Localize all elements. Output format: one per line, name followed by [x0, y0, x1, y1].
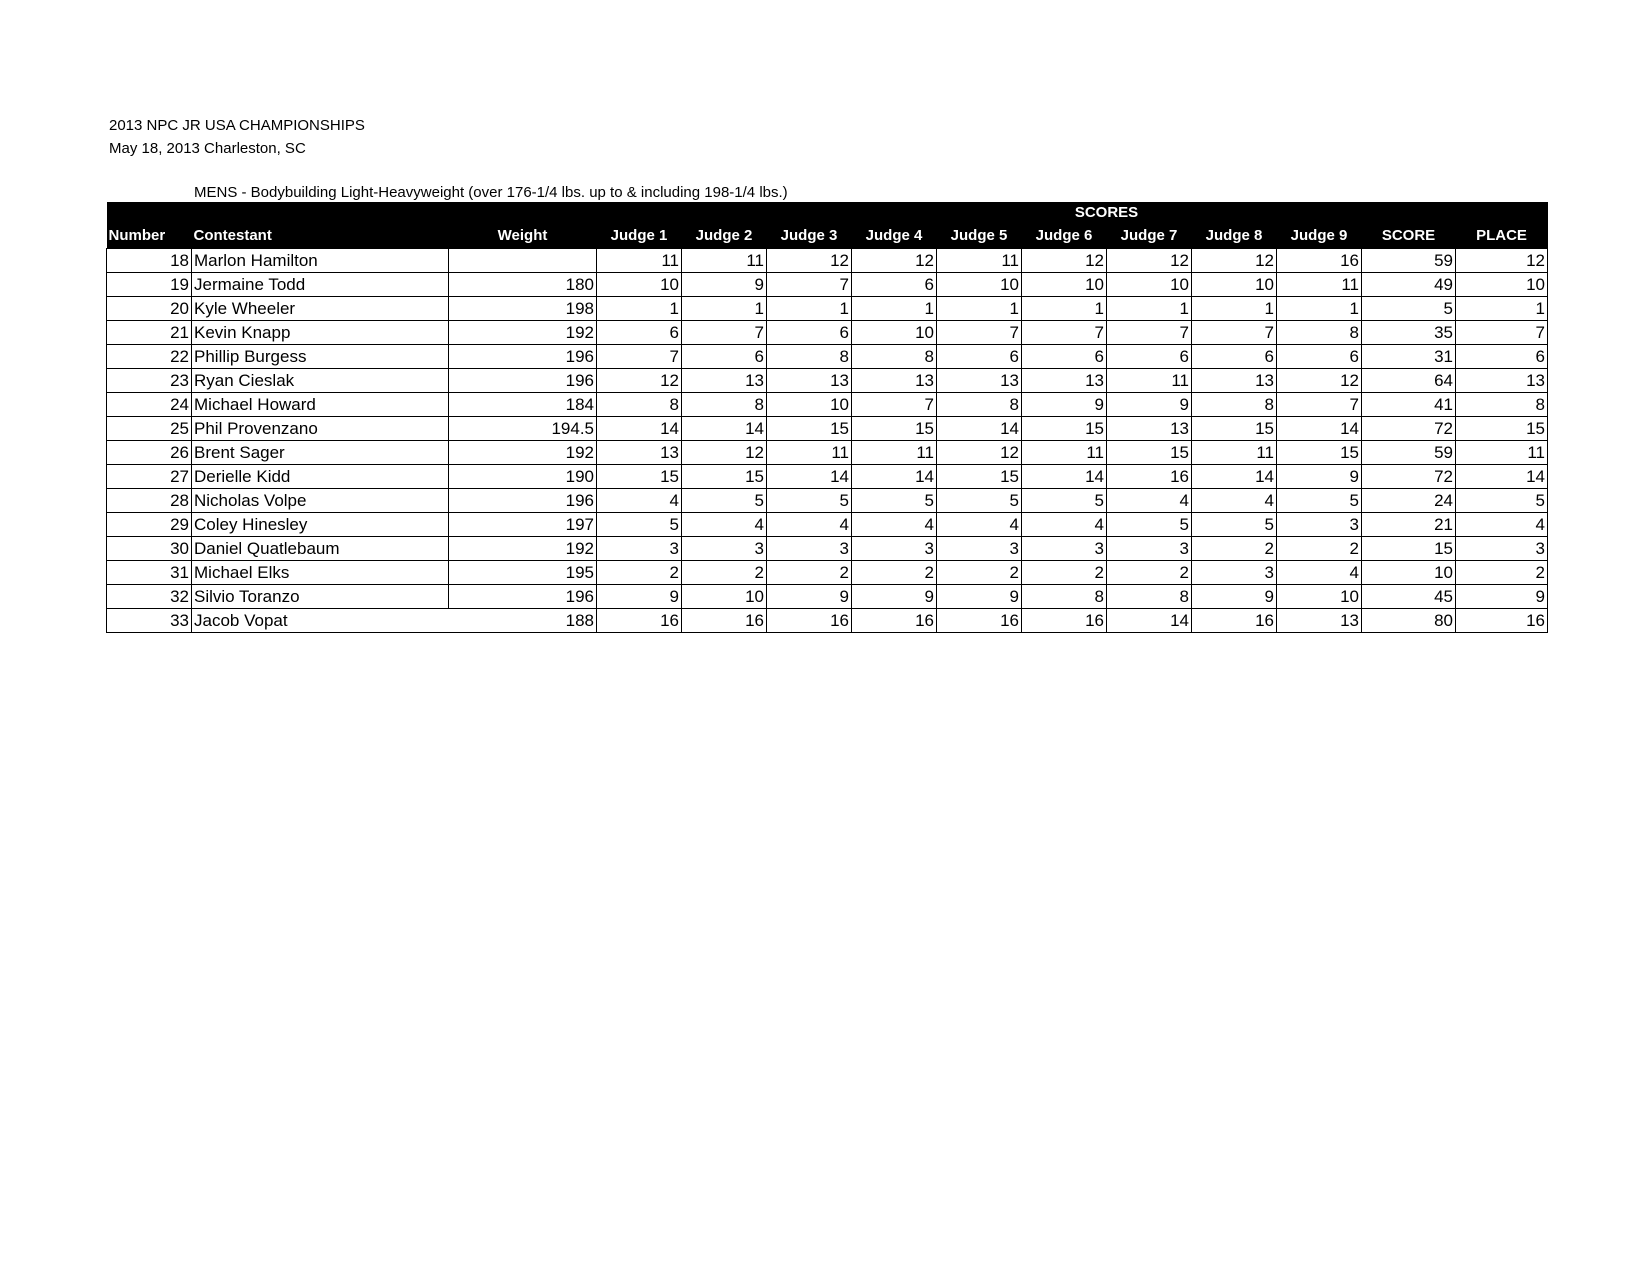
cell-score: 72 — [1362, 465, 1456, 489]
cell-judge-8: 9 — [1192, 585, 1277, 609]
cell-number: 19 — [107, 273, 192, 297]
cell-judge-6: 4 — [1022, 513, 1107, 537]
cell-judge-2: 8 — [682, 393, 767, 417]
column-header-row — [107, 224, 1548, 249]
cell-judge-4: 6 — [852, 273, 937, 297]
cell-score: 21 — [1362, 513, 1456, 537]
cell-contestant: Daniel Quatlebaum — [192, 537, 449, 561]
cell-judge-2: 2 — [682, 561, 767, 585]
header-spacer — [1192, 202, 1548, 224]
cell-judge-2: 10 — [682, 585, 767, 609]
cell-number: 27 — [107, 465, 192, 489]
cell-place: 5 — [1456, 489, 1548, 513]
cell-judge-1: 4 — [597, 489, 682, 513]
cell-judge-6: 16 — [1022, 609, 1107, 633]
cell-weight: 196 — [449, 369, 597, 393]
cell-judge-8: 5 — [1192, 513, 1277, 537]
cell-judge-9: 5 — [1277, 489, 1362, 513]
table-row — [107, 417, 1548, 441]
cell-judge-4: 14 — [852, 465, 937, 489]
cell-judge-5: 9 — [937, 585, 1022, 609]
cell-judge-6: 9 — [1022, 393, 1107, 417]
cell-weight: 196 — [449, 489, 597, 513]
cell-judge-6: 8 — [1022, 585, 1107, 609]
cell-contestant: Kyle Wheeler — [192, 297, 449, 321]
cell-number: 32 — [107, 585, 192, 609]
cell-judge-9: 12 — [1277, 369, 1362, 393]
column-header-judge-6: Judge 6 — [1022, 224, 1107, 249]
cell-judge-1: 3 — [597, 537, 682, 561]
cell-judge-7: 13 — [1107, 417, 1192, 441]
cell-judge-5: 3 — [937, 537, 1022, 561]
cell-score: 10 — [1362, 561, 1456, 585]
column-header-place: PLACE — [1456, 224, 1548, 249]
cell-judge-7: 1 — [1107, 297, 1192, 321]
cell-judge-2: 15 — [682, 465, 767, 489]
table-row — [107, 513, 1548, 537]
cell-judge-4: 8 — [852, 345, 937, 369]
cell-score: 24 — [1362, 489, 1456, 513]
cell-judge-1: 7 — [597, 345, 682, 369]
cell-judge-6: 3 — [1022, 537, 1107, 561]
cell-judge-8: 2 — [1192, 537, 1277, 561]
cell-judge-7: 6 — [1107, 345, 1192, 369]
cell-judge-6: 12 — [1022, 249, 1107, 273]
table-row — [107, 369, 1548, 393]
cell-weight: 184 — [449, 393, 597, 417]
cell-judge-9: 7 — [1277, 393, 1362, 417]
column-header-number: Number — [107, 224, 192, 249]
column-header-judge-1: Judge 1 — [597, 224, 682, 249]
cell-score: 45 — [1362, 585, 1456, 609]
results-body — [107, 249, 1548, 633]
cell-contestant: Nicholas Volpe — [192, 489, 449, 513]
cell-judge-3: 4 — [767, 513, 852, 537]
cell-weight: 197 — [449, 513, 597, 537]
cell-score: 59 — [1362, 249, 1456, 273]
table-row — [107, 489, 1548, 513]
cell-judge-9: 6 — [1277, 345, 1362, 369]
cell-judge-8: 11 — [1192, 441, 1277, 465]
cell-judge-5: 10 — [937, 273, 1022, 297]
cell-contestant: Jermaine Todd — [192, 273, 449, 297]
cell-score: 49 — [1362, 273, 1456, 297]
cell-place: 13 — [1456, 369, 1548, 393]
cell-judge-6: 13 — [1022, 369, 1107, 393]
cell-judge-5: 13 — [937, 369, 1022, 393]
cell-judge-3: 7 — [767, 273, 852, 297]
cell-score: 41 — [1362, 393, 1456, 417]
cell-contestant: Marlon Hamilton — [192, 249, 449, 273]
cell-contestant: Brent Sager — [192, 441, 449, 465]
cell-judge-7: 9 — [1107, 393, 1192, 417]
cell-judge-9: 9 — [1277, 465, 1362, 489]
cell-judge-5: 8 — [937, 393, 1022, 417]
cell-judge-2: 13 — [682, 369, 767, 393]
table-row — [107, 537, 1548, 561]
cell-judge-6: 5 — [1022, 489, 1107, 513]
cell-judge-4: 2 — [852, 561, 937, 585]
cell-judge-6: 14 — [1022, 465, 1107, 489]
cell-judge-9: 14 — [1277, 417, 1362, 441]
cell-judge-9: 10 — [1277, 585, 1362, 609]
cell-judge-4: 15 — [852, 417, 937, 441]
cell-judge-5: 5 — [937, 489, 1022, 513]
cell-weight: 198 — [449, 297, 597, 321]
cell-judge-3: 14 — [767, 465, 852, 489]
cell-judge-3: 5 — [767, 489, 852, 513]
cell-judge-8: 7 — [1192, 321, 1277, 345]
column-header-judge-2: Judge 2 — [682, 224, 767, 249]
cell-number: 28 — [107, 489, 192, 513]
cell-judge-3: 10 — [767, 393, 852, 417]
cell-place: 11 — [1456, 441, 1548, 465]
cell-judge-2: 14 — [682, 417, 767, 441]
cell-judge-1: 15 — [597, 465, 682, 489]
table-row — [107, 345, 1548, 369]
cell-judge-2: 3 — [682, 537, 767, 561]
cell-judge-1: 5 — [597, 513, 682, 537]
cell-judge-3: 1 — [767, 297, 852, 321]
cell-judge-9: 2 — [1277, 537, 1362, 561]
cell-judge-8: 14 — [1192, 465, 1277, 489]
cell-judge-2: 5 — [682, 489, 767, 513]
header-spacer — [107, 202, 1022, 224]
cell-contestant: Coley Hinesley — [192, 513, 449, 537]
cell-place: 16 — [1456, 609, 1548, 633]
cell-number: 23 — [107, 369, 192, 393]
cell-judge-3: 8 — [767, 345, 852, 369]
cell-weight: 192 — [449, 321, 597, 345]
column-header-contestant: Contestant — [192, 224, 449, 249]
cell-judge-8: 12 — [1192, 249, 1277, 273]
cell-weight: 192 — [449, 537, 597, 561]
cell-weight — [449, 249, 597, 273]
cell-judge-2: 1 — [682, 297, 767, 321]
cell-judge-5: 14 — [937, 417, 1022, 441]
cell-weight: 195 — [449, 561, 597, 585]
cell-contestant: Michael Elks — [192, 561, 449, 585]
cell-judge-4: 3 — [852, 537, 937, 561]
table-row — [107, 585, 1548, 609]
cell-score: 64 — [1362, 369, 1456, 393]
cell-contestant: Phillip Burgess — [192, 345, 449, 369]
cell-judge-8: 10 — [1192, 273, 1277, 297]
cell-judge-9: 16 — [1277, 249, 1362, 273]
cell-judge-1: 10 — [597, 273, 682, 297]
table-row — [107, 561, 1548, 585]
cell-judge-8: 6 — [1192, 345, 1277, 369]
cell-judge-5: 2 — [937, 561, 1022, 585]
cell-judge-1: 2 — [597, 561, 682, 585]
cell-judge-1: 6 — [597, 321, 682, 345]
cell-number: 20 — [107, 297, 192, 321]
column-header-judge-3: Judge 3 — [767, 224, 852, 249]
cell-contestant: Phil Provenzano — [192, 417, 449, 441]
cell-judge-7: 12 — [1107, 249, 1192, 273]
cell-judge-5: 11 — [937, 249, 1022, 273]
cell-judge-8: 15 — [1192, 417, 1277, 441]
cell-judge-3: 11 — [767, 441, 852, 465]
scores-group-header: SCORES — [1022, 202, 1192, 224]
cell-judge-6: 7 — [1022, 321, 1107, 345]
cell-number: 22 — [107, 345, 192, 369]
cell-judge-2: 6 — [682, 345, 767, 369]
cell-judge-1: 9 — [597, 585, 682, 609]
table-row — [107, 273, 1548, 297]
cell-judge-3: 13 — [767, 369, 852, 393]
cell-place: 6 — [1456, 345, 1548, 369]
cell-judge-1: 16 — [597, 609, 682, 633]
cell-judge-3: 3 — [767, 537, 852, 561]
cell-weight: 180 — [449, 273, 597, 297]
cell-judge-7: 2 — [1107, 561, 1192, 585]
cell-judge-1: 11 — [597, 249, 682, 273]
cell-judge-7: 4 — [1107, 489, 1192, 513]
cell-judge-3: 15 — [767, 417, 852, 441]
cell-judge-7: 10 — [1107, 273, 1192, 297]
cell-judge-4: 4 — [852, 513, 937, 537]
cell-judge-7: 3 — [1107, 537, 1192, 561]
cell-judge-6: 1 — [1022, 297, 1107, 321]
cell-judge-9: 3 — [1277, 513, 1362, 537]
cell-judge-5: 6 — [937, 345, 1022, 369]
cell-score: 31 — [1362, 345, 1456, 369]
cell-judge-3: 9 — [767, 585, 852, 609]
cell-judge-2: 9 — [682, 273, 767, 297]
cell-judge-8: 13 — [1192, 369, 1277, 393]
cell-number: 31 — [107, 561, 192, 585]
cell-place: 14 — [1456, 465, 1548, 489]
event-title: 2013 NPC JR USA CHAMPIONSHIPS — [109, 117, 365, 134]
cell-judge-4: 7 — [852, 393, 937, 417]
table-row — [107, 609, 1548, 633]
table-row — [107, 441, 1548, 465]
cell-place: 12 — [1456, 249, 1548, 273]
cell-place: 1 — [1456, 297, 1548, 321]
cell-judge-8: 3 — [1192, 561, 1277, 585]
cell-number: 33 — [107, 609, 192, 633]
cell-place: 4 — [1456, 513, 1548, 537]
cell-place: 10 — [1456, 273, 1548, 297]
cell-judge-7: 16 — [1107, 465, 1192, 489]
cell-judge-1: 13 — [597, 441, 682, 465]
cell-judge-8: 4 — [1192, 489, 1277, 513]
cell-judge-9: 11 — [1277, 273, 1362, 297]
cell-judge-9: 15 — [1277, 441, 1362, 465]
cell-weight: 196 — [449, 585, 597, 609]
cell-weight: 190 — [449, 465, 597, 489]
cell-weight: 194.5 — [449, 417, 597, 441]
cell-judge-5: 7 — [937, 321, 1022, 345]
cell-weight: 196 — [449, 345, 597, 369]
cell-weight: 192 — [449, 441, 597, 465]
cell-judge-4: 12 — [852, 249, 937, 273]
cell-judge-9: 1 — [1277, 297, 1362, 321]
cell-contestant: Silvio Toranzo — [192, 585, 449, 609]
cell-judge-6: 11 — [1022, 441, 1107, 465]
cell-judge-4: 10 — [852, 321, 937, 345]
cell-contestant: Michael Howard — [192, 393, 449, 417]
cell-place: 7 — [1456, 321, 1548, 345]
cell-judge-6: 10 — [1022, 273, 1107, 297]
cell-place: 2 — [1456, 561, 1548, 585]
event-date: May 18, 2013 Charleston, SC — [109, 140, 306, 157]
cell-place: 3 — [1456, 537, 1548, 561]
cell-number: 24 — [107, 393, 192, 417]
cell-number: 29 — [107, 513, 192, 537]
column-header-judge-8: Judge 8 — [1192, 224, 1277, 249]
cell-judge-7: 15 — [1107, 441, 1192, 465]
column-header-score: SCORE — [1362, 224, 1456, 249]
cell-number: 26 — [107, 441, 192, 465]
cell-score: 72 — [1362, 417, 1456, 441]
cell-judge-3: 2 — [767, 561, 852, 585]
cell-judge-1: 8 — [597, 393, 682, 417]
cell-score: 35 — [1362, 321, 1456, 345]
cell-contestant: Ryan Cieslak — [192, 369, 449, 393]
cell-judge-1: 14 — [597, 417, 682, 441]
cell-judge-4: 9 — [852, 585, 937, 609]
cell-score: 59 — [1362, 441, 1456, 465]
cell-judge-5: 15 — [937, 465, 1022, 489]
cell-judge-1: 12 — [597, 369, 682, 393]
column-header-weight: Weight — [449, 224, 597, 249]
cell-judge-7: 5 — [1107, 513, 1192, 537]
cell-judge-4: 1 — [852, 297, 937, 321]
cell-number: 25 — [107, 417, 192, 441]
cell-judge-9: 4 — [1277, 561, 1362, 585]
cell-judge-8: 8 — [1192, 393, 1277, 417]
cell-judge-7: 14 — [1107, 609, 1192, 633]
cell-judge-9: 13 — [1277, 609, 1362, 633]
cell-judge-4: 11 — [852, 441, 937, 465]
cell-judge-6: 6 — [1022, 345, 1107, 369]
cell-judge-7: 8 — [1107, 585, 1192, 609]
cell-judge-2: 12 — [682, 441, 767, 465]
cell-judge-2: 16 — [682, 609, 767, 633]
table-row — [107, 465, 1548, 489]
cell-place: 8 — [1456, 393, 1548, 417]
cell-contestant: Derielle Kidd — [192, 465, 449, 489]
cell-judge-5: 1 — [937, 297, 1022, 321]
cell-place: 9 — [1456, 585, 1548, 609]
cell-judge-7: 11 — [1107, 369, 1192, 393]
table-row — [107, 297, 1548, 321]
cell-judge-4: 13 — [852, 369, 937, 393]
cell-judge-2: 7 — [682, 321, 767, 345]
cell-judge-6: 15 — [1022, 417, 1107, 441]
cell-judge-5: 16 — [937, 609, 1022, 633]
cell-place: 15 — [1456, 417, 1548, 441]
column-header-judge-9: Judge 9 — [1277, 224, 1362, 249]
table-row — [107, 393, 1548, 417]
cell-contestant: Jacob Vopat — [192, 609, 449, 633]
cell-judge-5: 12 — [937, 441, 1022, 465]
cell-weight: 188 — [449, 609, 597, 633]
cell-judge-1: 1 — [597, 297, 682, 321]
cell-judge-2: 4 — [682, 513, 767, 537]
cell-number: 21 — [107, 321, 192, 345]
cell-score: 15 — [1362, 537, 1456, 561]
cell-judge-5: 4 — [937, 513, 1022, 537]
table-row — [107, 249, 1548, 273]
results-table — [106, 202, 1548, 633]
cell-judge-4: 5 — [852, 489, 937, 513]
cell-judge-2: 11 — [682, 249, 767, 273]
division-title: MENS - Bodybuilding Light-Heavyweight (over 176-1/4 lbs. up to & including 198-1/4 lbs.) — [194, 184, 788, 201]
cell-number: 18 — [107, 249, 192, 273]
cell-judge-3: 12 — [767, 249, 852, 273]
cell-judge-6: 2 — [1022, 561, 1107, 585]
cell-judge-3: 16 — [767, 609, 852, 633]
column-header-judge-7: Judge 7 — [1107, 224, 1192, 249]
cell-judge-8: 1 — [1192, 297, 1277, 321]
cell-judge-3: 6 — [767, 321, 852, 345]
cell-judge-4: 16 — [852, 609, 937, 633]
table-row — [107, 321, 1548, 345]
cell-score: 5 — [1362, 297, 1456, 321]
cell-number: 30 — [107, 537, 192, 561]
cell-contestant: Kevin Knapp — [192, 321, 449, 345]
cell-judge-8: 16 — [1192, 609, 1277, 633]
column-header-judge-4: Judge 4 — [852, 224, 937, 249]
column-header-judge-5: Judge 5 — [937, 224, 1022, 249]
cell-score: 80 — [1362, 609, 1456, 633]
cell-judge-7: 7 — [1107, 321, 1192, 345]
scores-group-row — [107, 202, 1548, 224]
cell-judge-9: 8 — [1277, 321, 1362, 345]
